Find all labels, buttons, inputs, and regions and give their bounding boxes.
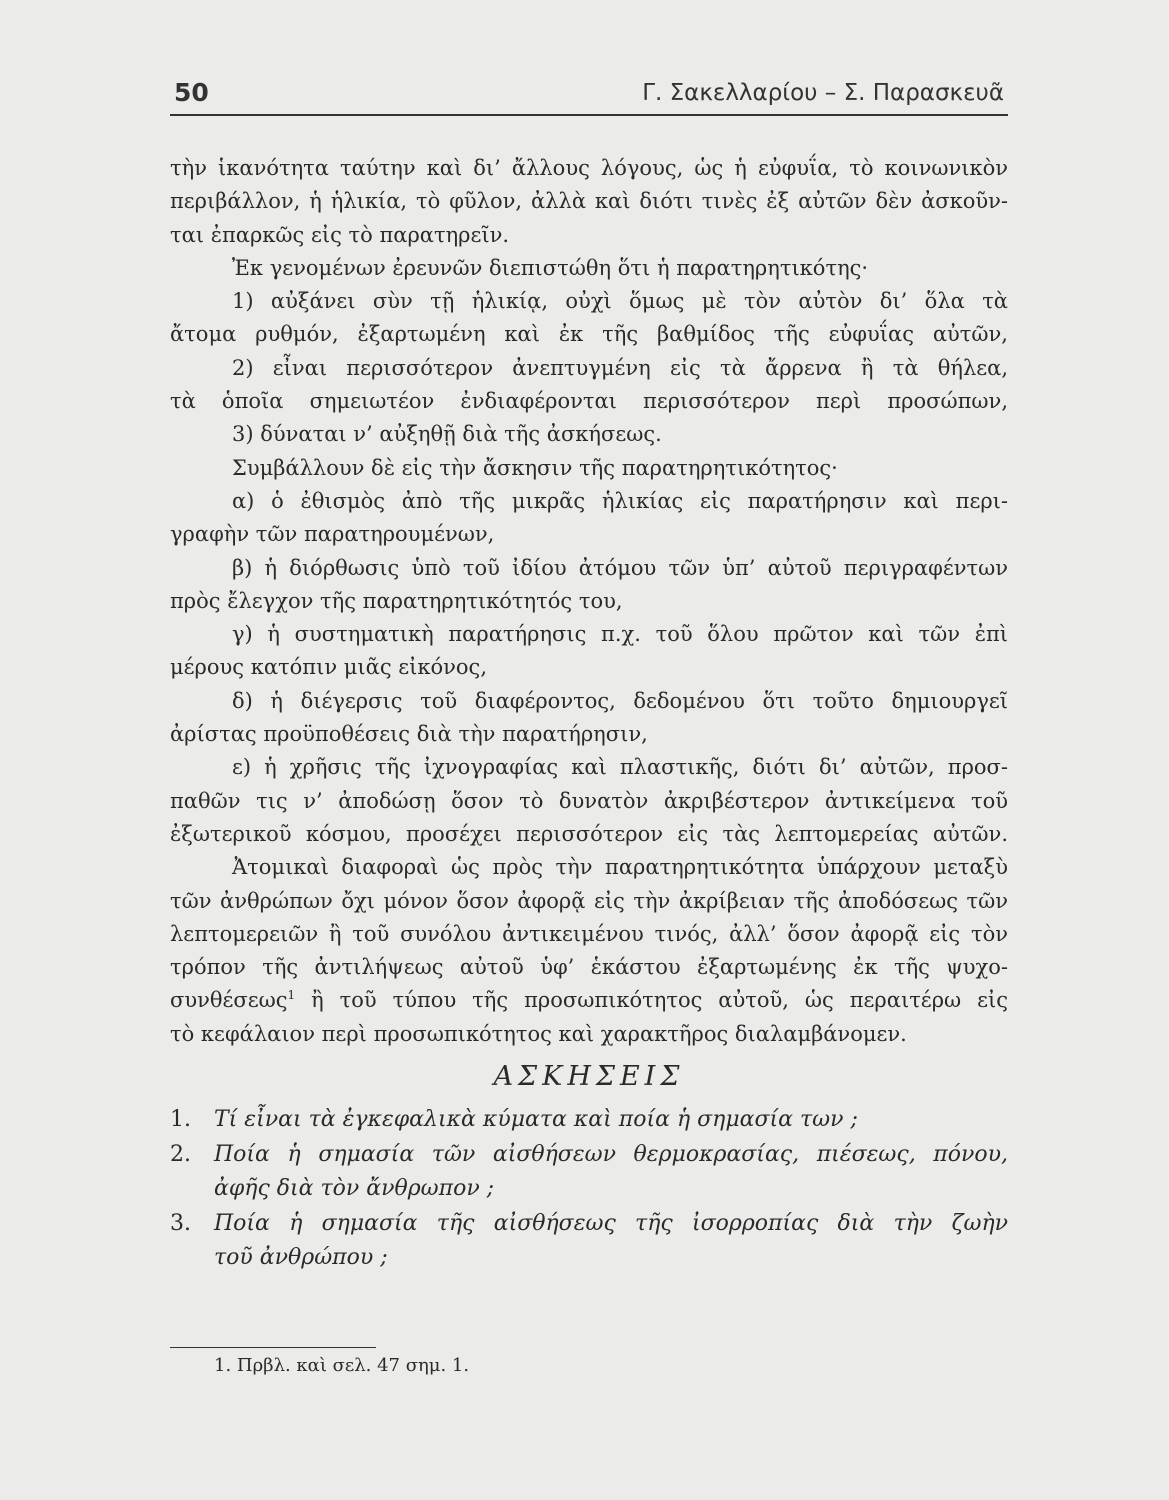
exercise-number: 3. (170, 1210, 191, 1236)
exercises-title: ΑΣΚΗΣΕΙΣ (493, 1061, 685, 1093)
text-line: δ) ἡ διέγερσις τοῦ διαφέροντος, δεδομένου ὅτι τοῦτο δημιουργεῖ (232, 688, 1008, 713)
text-line-with-footnote (170, 984, 1008, 1017)
text-line: 2) εἶναι περισσότερον ἀνεπτυγμένη εἰς τὰ ἄρρενα ἢ τὰ θήλεα, (232, 355, 1008, 380)
text-line: τῶν ἀνθρώπων ὄχι μόνον ὅσον ἀφορᾷ εἰς τὴν ἀκρίβειαν τῆς ἀποδόσεως τῶν (170, 888, 1008, 913)
running-head: Γ. Σακελλαρίου – Σ. Παρασκευᾶ (642, 80, 1004, 106)
text-line: α) ὁ ἐθισμὸς ἀπὸ τῆς μικρᾶς ἡλικίας εἰς παρατήρησιν καὶ περι- (232, 488, 1008, 513)
text-line: λεπτομερειῶν ἢ τοῦ συνόλου ἀντικειμένου τινός, ἀλλ’ ὅσον ἀφορᾷ εἰς τὸν (170, 921, 1008, 946)
exercise-item (170, 1207, 1008, 1242)
exercise-text-continued: ἀφῆς διὰ τὸν ἄνθρωπον ; (214, 1176, 495, 1202)
footnote-rule (170, 1347, 376, 1348)
text-segment: συνθέσεως (170, 988, 288, 1013)
exercise-text: Τί εἶναι τὰ ἐγκεφαλικὰ κύματα καὶ ποία ἡ σημασία των ; (214, 1107, 858, 1133)
footnote-reference[interactable]: 1 (287, 988, 296, 1003)
page-number: 50 (174, 78, 209, 107)
text-line: Συμβάλλουν δὲ εἰς τὴν ἄσκησιν τῆς παρατηρητικότητος· (232, 455, 838, 480)
text-line: γραφὴν τῶν παρατηρουμένων, (170, 522, 495, 547)
exercise-item (170, 1103, 1008, 1138)
footnote: 1. Πρβλ. καὶ σελ. 47 σημ. 1. (214, 1355, 470, 1376)
text-line: τὴν ἱκανότητα ταύτην καὶ δι’ ἄλλους λόγους, ὡς ἡ εὐφυΐα, τὸ κοινωνικὸν (170, 156, 1008, 180)
text-line: Ἀτομικαὶ διαφοραὶ ὡς πρὸς τὴν παρατηρητικότητα ὑπάρχουν μεταξὺ (232, 855, 1008, 880)
page-header (170, 78, 1008, 116)
text-line: ται ἐπαρκῶς εἰς τὸ παρατηρεῖν. (170, 222, 510, 247)
text-line: ἄτομα ρυθμόν, ἐξαρτωμένη καὶ ἐκ τῆς βαθμίδος τῆς εὐφυΐας αὐτῶν, (170, 322, 1008, 347)
exercise-text: Ποία ἡ σημασία τῶν αἰσθήσεων θερμοκρασίας, πιέσεως, πόνου, (214, 1141, 1008, 1167)
text-line: τρόπον τῆς ἀντιλήψεως αὐτοῦ ὑφ’ ἑκάστου ἐξαρτωμένης ἐκ τῆς ψυχο- (170, 955, 1008, 980)
text-line: ε) ἡ χρῆσις τῆς ἰχνογραφίας καὶ πλαστικῆς, διότι δι’ αὐτῶν, προσ- (232, 755, 1008, 780)
text-line: πρὸς ἔλεγχον τῆς παρατηρητικότητός του, (170, 588, 623, 613)
text-line: τὰ ὁποῖα σημειωτέον ἐνδιαφέρονται περισσότερον περὶ προσώπων, (170, 389, 1008, 414)
text-line: γ) ἡ συστηματικὴ παρατήρησις π.χ. τοῦ ὅλου πρῶτον καὶ τῶν ἐπὶ (232, 622, 1008, 647)
exercise-number: 2. (170, 1141, 191, 1167)
text-line: 3) δύναται ν’ αὐξηθῇ διὰ τῆς ἀσκήσεως. (232, 422, 662, 447)
body-text (170, 152, 1008, 1276)
text-line: 1) αὐξάνει σὺν τῇ ἡλικίᾳ, οὐχὶ ὅμως μὲ τὸν αὐτὸν δι’ ὅλα τὰ (232, 289, 1008, 314)
exercise-number: 1. (170, 1107, 191, 1133)
text-line: παθῶν τις ν’ ἀποδώσῃ ὅσον τὸ δυνατὸν ἀκριβέστερον ἀντικείμενα τοῦ (170, 788, 1008, 813)
exercise-item (170, 1138, 1008, 1173)
text-line: ἐξωτερικοῦ κόσμου, προσέχει περισσότερον εἰς τὰς λεπτομερείας αὐτῶν. (170, 821, 1008, 846)
text-line: Ἐκ γενομένων ἐρευνῶν διεπιστώθη ὅτι ἡ παρατηρητικότης· (232, 255, 869, 280)
text-line: β) ἡ διόρθωσις ὑπὸ τοῦ ἰδίου ἀτόμου τῶν ὑπ’ αὐτοῦ περιγραφέντων (232, 555, 1008, 580)
text-segment: ἢ τοῦ τύπου τῆς προσωπικότητος αὐτοῦ, ὡς περαιτέρω εἰς (295, 988, 1008, 1013)
exercise-text: Ποία ἡ σημασία τῆς αἰσθήσεως τῆς ἰσορροπίας διὰ τὴν ζωὴν (214, 1210, 1008, 1236)
text-line: τὸ κεφάλαιον περὶ προσωπικότητος καὶ χαρακτῆρος διαλαμβάνομεν. (170, 1021, 907, 1046)
text-line: μέρους κατόπιν μιᾶς εἰκόνος, (170, 655, 487, 680)
text-line: περιβάλλον, ἡ ἡλικία, τὸ φῦλον, ἀλλὰ καὶ διότι τινὲς ἐξ αὐτῶν δὲν ἀσκοῦν- (170, 189, 1008, 214)
text-line: ἀρίστας προϋποθέσεις διὰ τὴν παρατήρησιν, (170, 722, 648, 747)
exercise-text-continued: τοῦ ἀνθρώπου ; (214, 1245, 388, 1271)
